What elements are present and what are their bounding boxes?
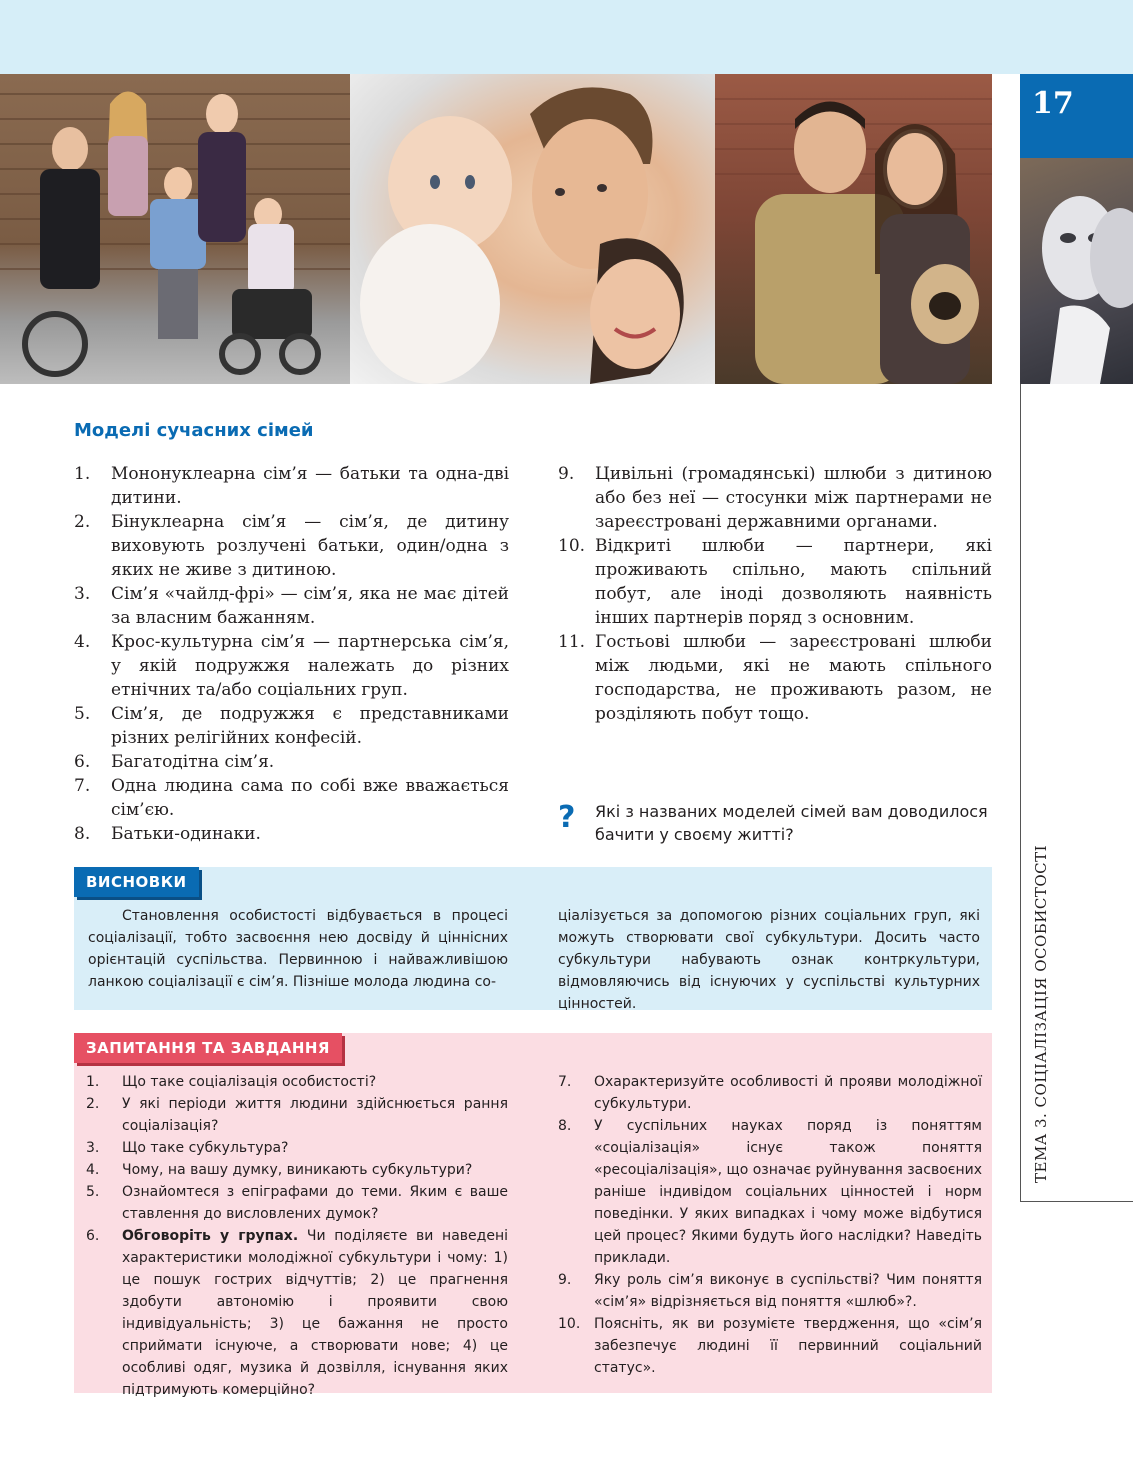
task-item: 2. У які періоди життя людини здійснюється рання соціалізація? — [86, 1096, 508, 1134]
page-number-tab — [1020, 74, 1133, 158]
question-text: Які з названих моделей сімей вам доводилося бачити у своєму житті? — [595, 802, 988, 844]
task-item: 9. Яку роль сім’я виконує в суспільстві? Чим поняття «сім’я» відрізняється від поняття «шлюб»?. — [558, 1272, 982, 1310]
task-item: 8. У суспільних науках поряд із поняттям «соціалізація» існує також поняття «ресоціалізація», що означає руйнування засвоєних раніше індивідом соціальних цінностей і норм поведінки. У яких випадках і чому може відбутися цей процес? Якими будуть його наслідки? Наведіть приклади. — [558, 1118, 982, 1266]
question-mark-icon: ? — [558, 800, 576, 835]
side-divider — [1020, 384, 1021, 1202]
conclusions-text-right: ціалізується за допомогою різних соціальних груп, які можуть створювати свої субкультури. Досить часто субкультури набувають ознак контркультури, відмовляючись від існуючих у суспільстві культурних цінностей. — [558, 908, 980, 1012]
family-models-list-right — [558, 462, 992, 726]
task-item: 1. Що таке соціалізація особистості? — [86, 1074, 377, 1090]
list-item: 10. Відкриті шлюби — партнери, які проживають спільно, мають спільний побут, але іноді дозволяють наявність інших партнерів поряд з основним. — [558, 536, 992, 628]
list-item: 2. Бінуклеарна сім’я — сім’я, де дитину виховують розлучені батьки, один/одна з яких не живе з дитиною. — [74, 512, 509, 580]
conclusions-label: ВИСНОВКИ — [74, 867, 199, 897]
chapter-heading: ТЕМА 3. СОЦІАЛІЗАЦІЯ ОСОБИСТОСТІ — [1032, 844, 1050, 1183]
task-bold-lead: Обговоріть у групах. — [122, 1228, 299, 1244]
task-item: 7. Охарактеризуйте особливості й прояви молодіжної субкультури. — [558, 1074, 982, 1112]
list-item: 11. Гостьові шлюби — зареєстровані шлюби між людьми, які не мають спільного господарства, не проживають разом, не розділяють побут тощо. — [558, 632, 992, 724]
list-item: 8. Батьки-одинаки. — [74, 824, 261, 844]
list-item: 1. Мононуклеарна сім’я — батьки та одна-дві дитини. — [74, 464, 509, 508]
list-item: 7. Одна людина сама по собі вже вважається сім’єю. — [74, 776, 509, 820]
tasks-list-right — [558, 1071, 982, 1379]
task-item: 5. Ознайомтеся з епіграфами до теми. Яким є ваше ставлення до висловлених думок? — [86, 1184, 508, 1222]
tasks-label: ЗАПИТАННЯ ТА ЗАВДАННЯ — [74, 1033, 342, 1063]
conclusions-text-left: Становлення особистості відбувається в процесі соціалізації, тобто засвоєння нею досвіду й ціннісних орієнтацій суспільства. Первинною і найважливішою ланкою соціалізації є сім’я. Пізніше молода людина со- — [88, 908, 508, 990]
section-title: Моделі сучасних сімей — [74, 420, 314, 441]
task-item: 10. Поясніть, як ви розумієте твердження, що «сім’я забезпечує людині її первинний соціальний статус». — [558, 1316, 982, 1376]
tasks-box — [74, 1033, 992, 1398]
top-band — [0, 0, 1133, 74]
conclusions-box — [74, 867, 992, 1010]
task-item: 6. Обговоріть у групах. Чи поділяєте ви наведені характеристики молодіжної субкультури і чому: 1) це пошук гострих відчуттів; 2) це прагнення здобути автономію і проявити свою індивідуальність; 3) це бажання не просто сприймати існуюче, а створювати нове; 4) це особливі одяг, музика й дозвілля, існування яких підтримують комерційно? — [86, 1228, 508, 1398]
couple-photo-dog — [715, 74, 992, 384]
family-photo-wheelchair — [0, 74, 350, 384]
list-item: 6. Багатодітна сім’я. — [74, 752, 275, 772]
list-item: 3. Сім’я «чайлд-фрі» — сім’я, яка не має дітей за власним бажанням. — [74, 584, 509, 628]
list-item: 5. Сім’я, де подружжя є представниками різних релігійних конфесій. — [74, 704, 509, 748]
tasks-list-left — [86, 1071, 508, 1401]
family-photo-baby — [350, 74, 715, 384]
masks-photo — [1020, 158, 1133, 384]
side-divider-bottom — [1020, 1201, 1133, 1202]
page-number: 17 — [1032, 86, 1074, 121]
list-item: 9. Цивільні (громадянські) шлюби з дитиною або без неї — стосунки між партнерами не зареєстровані державними органами. — [558, 464, 992, 532]
task-item: 4. Чому, на вашу думку, виникають субкультури? — [86, 1162, 473, 1178]
list-item: 4. Крос-культурна сім’я — партнерська сім’я, у якій подружжя належать до різних етнічних та/або соціальних груп. — [74, 632, 509, 700]
family-models-list-left — [74, 462, 509, 846]
task-item: 3. Що таке субкультура? — [86, 1140, 289, 1156]
